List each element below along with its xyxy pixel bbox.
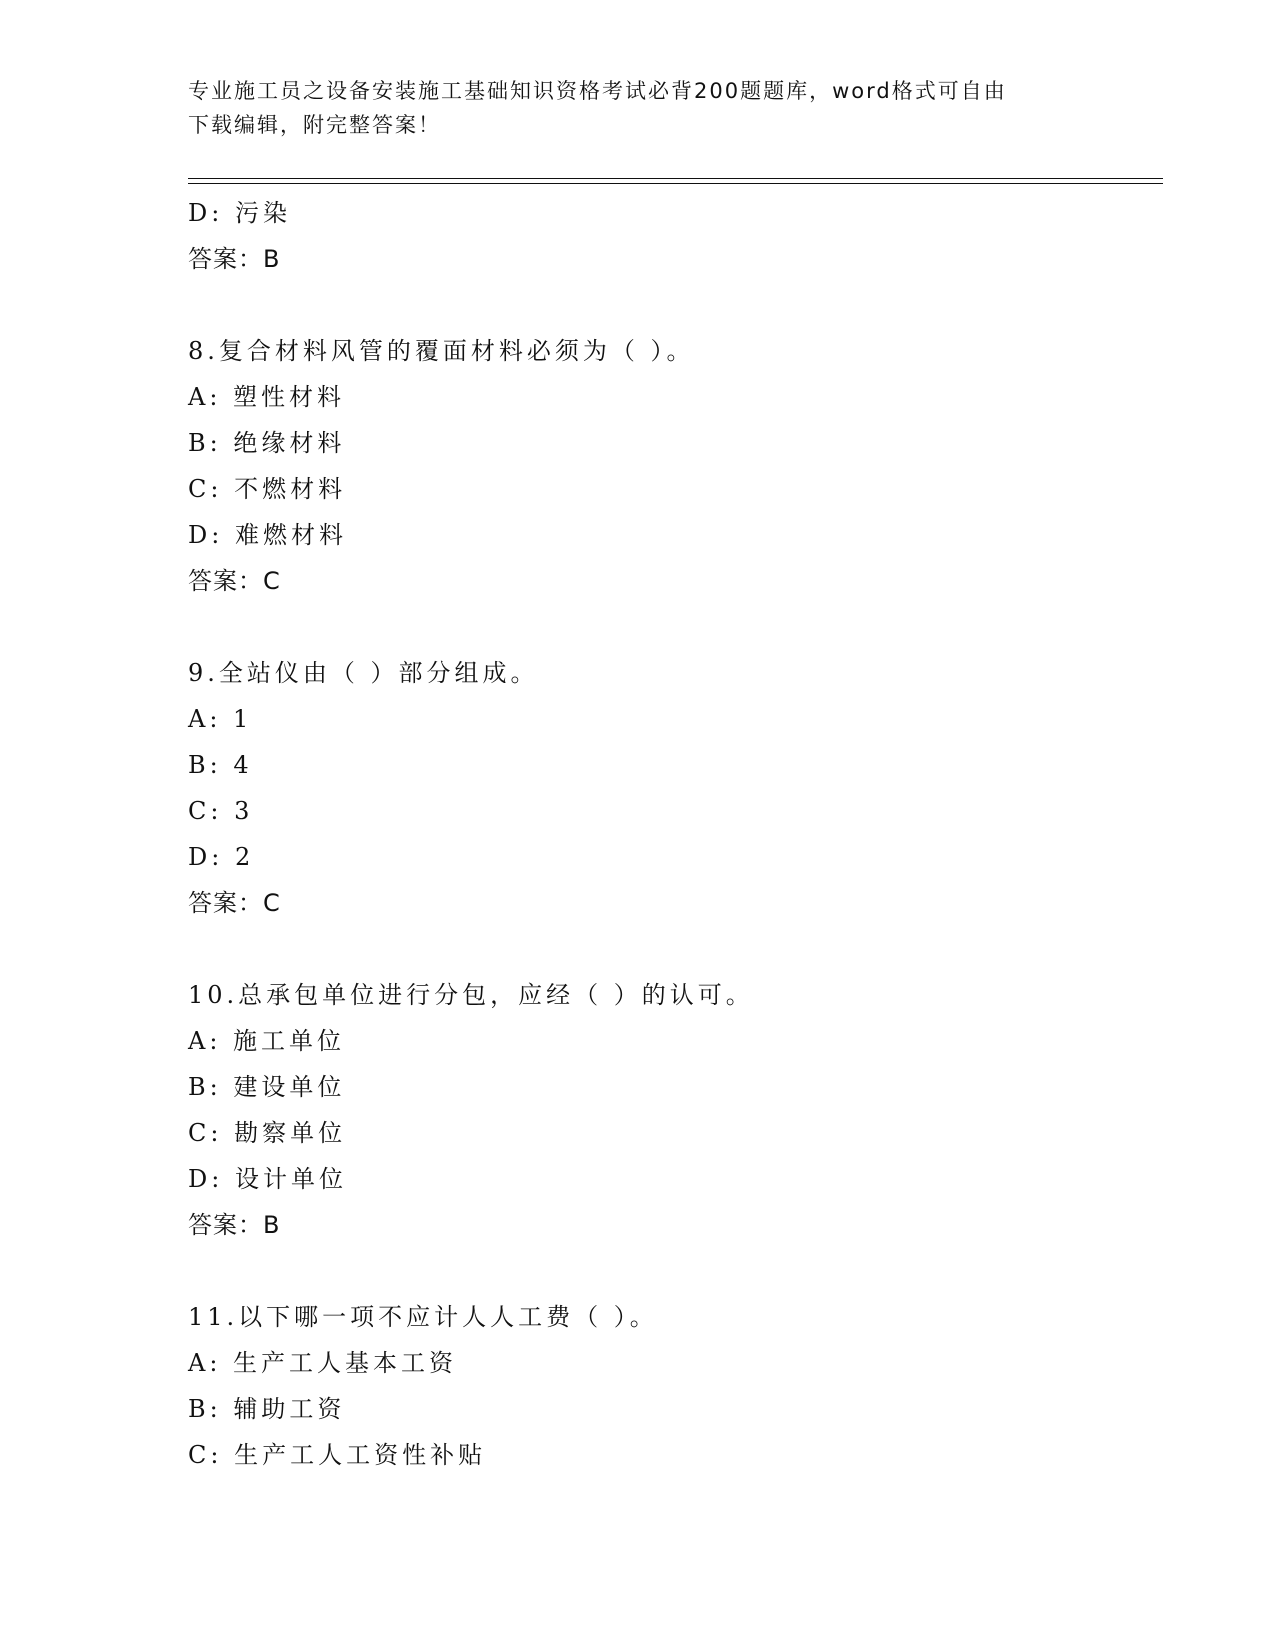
header-line-1: 专业施工员之设备安装施工基础知识资格考试必背200题题库，word格式可自由	[188, 79, 1007, 103]
option-d: D: 设计单位	[188, 1165, 347, 1193]
answer-line: 答案：C	[188, 889, 281, 917]
question-11	[188, 1294, 1163, 1478]
spacer	[188, 926, 1163, 972]
question-stem: 10.总承包单位进行分包，应经（ ）的认可。	[188, 981, 754, 1009]
spacer	[188, 282, 1163, 328]
answer-line: 答案：C	[188, 567, 281, 595]
option-a: A: 施工单位	[188, 1027, 346, 1055]
option-d: D: 难燃材料	[188, 521, 347, 549]
spacer	[188, 1248, 1163, 1294]
option-c: C: 3	[188, 797, 254, 825]
question-content	[188, 190, 1163, 1478]
option-c: C: 不燃材料	[188, 475, 347, 503]
header-divider-bottom	[188, 183, 1163, 184]
option-a: A: 塑性材料	[188, 383, 346, 411]
question-stem: 8.复合材料风管的覆面材料必须为（ ）。	[188, 337, 695, 365]
spacer	[188, 604, 1163, 650]
option-d: D: 污染	[188, 199, 291, 227]
question-9	[188, 650, 1163, 926]
question-10	[188, 972, 1163, 1248]
question-stem: 11.以下哪一项不应计人人工费（ ）。	[188, 1303, 658, 1331]
option-c: C: 生产工人工资性补贴	[188, 1441, 487, 1469]
option-a: A: 生产工人基本工资	[188, 1349, 458, 1377]
option-b: B: 辅助工资	[188, 1395, 346, 1423]
header-line-2: 下载编辑，附完整答案！	[188, 113, 441, 137]
header-divider-top	[188, 178, 1163, 179]
option-b: B: 绝缘材料	[188, 429, 346, 457]
option-d: D: 2	[188, 843, 255, 871]
option-b: B: 建设单位	[188, 1073, 346, 1101]
option-a: A: 1	[188, 705, 253, 733]
question-8	[188, 328, 1163, 604]
answer-line: 答案：B	[188, 245, 281, 273]
document-header	[188, 74, 1068, 142]
option-b: B: 4	[188, 751, 253, 779]
option-c: C: 勘察单位	[188, 1119, 347, 1147]
answer-line: 答案：B	[188, 1211, 281, 1239]
question-stem: 9.全站仪由（ ）部分组成。	[188, 659, 539, 687]
